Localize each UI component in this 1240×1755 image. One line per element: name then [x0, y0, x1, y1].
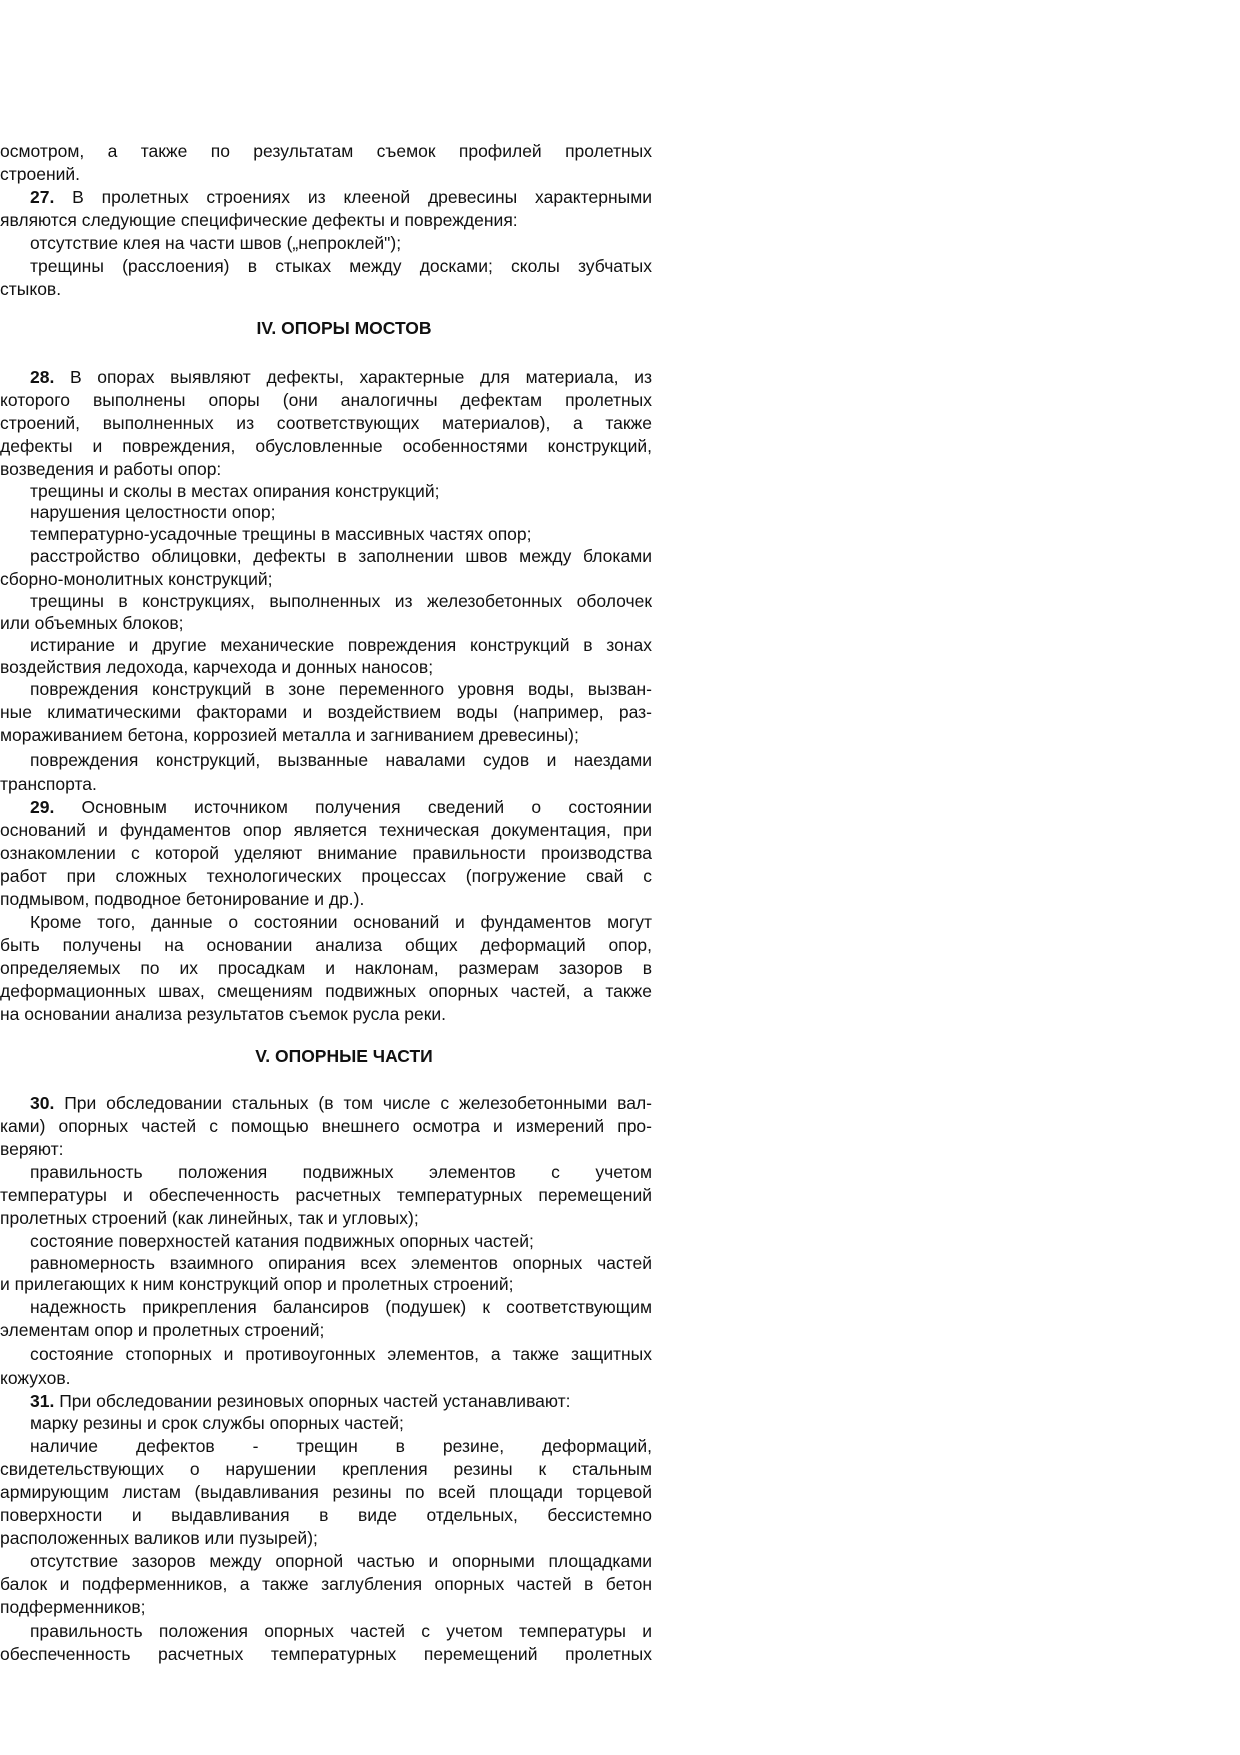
line-text: элементам опор и пролетных строений;: [0, 1320, 325, 1340]
line-text: расположенных валиков или пузырей);: [0, 1528, 318, 1548]
paragraph-start-line: [0, 1390, 652, 1413]
text-line: [0, 1435, 652, 1458]
text-line: [0, 1003, 652, 1026]
text-line: [0, 1620, 652, 1643]
line-text: трещины (расслоения) в стыках между досками; сколы зубчатых: [30, 256, 652, 276]
paragraph-start-line: [0, 1092, 652, 1115]
text-line: [0, 842, 652, 865]
text-line: [0, 656, 652, 679]
line-text: мораживанием бетона, коррозией металла и загниванием древесины);: [0, 725, 579, 745]
paragraph-start-line: [0, 366, 652, 389]
line-text: надежность прикрепления балансиров (подушек) к соответствующим: [30, 1297, 652, 1317]
paragraph-number: 28.: [30, 367, 55, 387]
line-text: быть получены на основании анализа общих деформаций опор,: [0, 935, 652, 955]
text-line: [0, 819, 652, 842]
line-text: веряют:: [0, 1139, 64, 1159]
line-text: ные климатическими факторами и воздействием воды (например, раз-: [0, 702, 652, 722]
text-line: [0, 389, 652, 412]
line-text: состояние поверхностей катания подвижных опорных частей;: [30, 1231, 534, 1251]
line-text: При обследовании стальных (в том числе с железобетонными вал-: [54, 1093, 652, 1113]
text-line: [0, 1527, 652, 1550]
paragraph-number: 30.: [30, 1093, 55, 1113]
line-text: нарушения целостности опор;: [30, 502, 276, 522]
text-line: [0, 523, 652, 546]
paragraph-number: 27.: [30, 187, 55, 207]
line-text: пролетных строений (как линейных, так и угловых);: [0, 1208, 419, 1228]
line-text: являются следующие специфические дефекты и повреждения:: [0, 210, 518, 230]
line-text: осмотром, а также по результатам съемок профилей пролетных: [0, 141, 652, 161]
text-line: [0, 612, 652, 635]
line-text: деформационных швах, смещениям подвижных опорных частей, а также: [0, 981, 652, 1001]
text-line: [0, 458, 652, 481]
line-text: подмывом, подводное бетонирование и др.).: [0, 889, 365, 909]
text-line: [0, 888, 652, 911]
line-text: строений, выполненных из соответствующих материалов), а также: [0, 413, 652, 433]
text-line: [0, 278, 652, 301]
line-text: Основным источником получения сведений о состоянии: [54, 797, 652, 817]
text-line: [0, 501, 652, 524]
line-text: повреждения конструкций в зоне переменного уровня воды, вызван-: [30, 679, 652, 699]
text-line: [0, 1412, 652, 1435]
text-line: [0, 1296, 652, 1319]
line-text: возведения и работы опор:: [0, 459, 222, 479]
text-line: [0, 255, 652, 278]
text-line: [0, 678, 652, 701]
line-text: истирание и другие механические повреждения конструкций в зонах: [30, 635, 652, 655]
line-text: ознакомлении с которой уделяют внимание правильности производства: [0, 843, 652, 863]
line-text: воздействия ледохода, карчехода и донных наносов;: [0, 657, 434, 677]
text-line: [0, 1596, 652, 1619]
line-text: При обследовании резиновых опорных частей устанавливают:: [54, 1391, 571, 1411]
line-text: температурно-усадочные трещины в массивных частях опор;: [30, 524, 532, 544]
line-text: ками) опорных частей с помощью внешнего осмотра и измерений про-: [0, 1116, 652, 1136]
section-heading: IV. ОПОРЫ МОСТОВ: [256, 318, 432, 338]
section-heading: V. ОПОРНЫЕ ЧАСТИ: [255, 1046, 433, 1066]
line-text: отсутствие зазоров между опорной частью и опорными площадками: [30, 1551, 652, 1571]
line-text: В опорах выявляют дефекты, характерные для материала, из: [54, 367, 652, 387]
text-line: [0, 1573, 652, 1596]
text-line: [0, 1161, 652, 1184]
text-line: [0, 1504, 652, 1527]
line-text: трещины в конструкциях, выполненных из железобетонных оболочек: [30, 591, 652, 611]
text-line: [0, 1273, 652, 1296]
paragraph-start-line: [0, 186, 652, 209]
text-line: [0, 590, 652, 613]
text-line: [0, 1643, 652, 1666]
text-line: [0, 773, 652, 796]
line-text: и прилегающих к ним конструкций опор и пролетных строений;: [0, 1274, 514, 1294]
text-line: [0, 1252, 652, 1275]
text-line: [0, 911, 652, 934]
text-line: [0, 435, 652, 458]
text-line: [0, 545, 652, 568]
line-text: строений.: [0, 164, 81, 184]
text-line: [0, 1481, 652, 1504]
line-text: кожухов.: [0, 1368, 71, 1388]
line-text: работ при сложных технологических процессах (погружение свай с: [0, 866, 652, 886]
text-line: [0, 568, 652, 591]
line-text: поверхности и выдавливания в виде отдельных, бессистемно: [0, 1505, 652, 1525]
text-line: [0, 749, 652, 772]
line-text: равномерность взаимного опирания всех элементов опорных частей: [30, 1253, 652, 1273]
line-text: определяемых по их просадкам и наклонам, размерам зазоров в: [0, 958, 652, 978]
line-text: правильность положения подвижных элементов с учетом: [30, 1162, 652, 1182]
line-text: оснований и фундаментов опор является техническая документация, при: [0, 820, 652, 840]
line-text: на основании анализа результатов съемок русла реки.: [0, 1004, 447, 1024]
line-text: В пролетных строениях из клееной древесины характерными: [54, 187, 652, 207]
paragraph-number: 29.: [30, 797, 55, 817]
text-line: [0, 1230, 652, 1253]
text-line: [0, 957, 652, 980]
line-text: марку резины и срок службы опорных частей;: [30, 1413, 404, 1433]
text-line: [0, 1207, 652, 1230]
text-line: [0, 980, 652, 1003]
line-text: свидетельствующих о нарушении крепления резины к стальным: [0, 1459, 652, 1479]
line-text: балок и подферменников, а также заглубления опорных частей в бетон: [0, 1574, 652, 1594]
line-text: Кроме того, данные о состоянии оснований и фундаментов могут: [30, 912, 652, 932]
text-line: [0, 634, 652, 657]
paragraph-start-line: [0, 796, 652, 819]
line-text: температуры и обеспеченность расчетных температурных перемещений: [0, 1185, 652, 1205]
text-line: [0, 1550, 652, 1573]
text-line: [0, 865, 652, 888]
line-text: дефекты и повреждения, обусловленные особенностями конструкций,: [0, 436, 652, 456]
text-line: [0, 163, 652, 186]
text-line: [0, 232, 652, 255]
text-line: [0, 480, 652, 503]
line-text: стыков.: [0, 279, 62, 299]
line-text: трещины и сколы в местах опирания конструкций;: [30, 481, 440, 501]
text-line: [0, 1367, 652, 1390]
text-line: [0, 1343, 652, 1366]
text-line: [0, 1115, 652, 1138]
text-line: [0, 701, 652, 724]
line-text: транспорта.: [0, 774, 97, 794]
paragraph-number: 31.: [30, 1391, 55, 1411]
text-line: [0, 1184, 652, 1207]
line-text: сборно-монолитных конструкций;: [0, 569, 273, 589]
line-text: наличие дефектов - трещин в резине, деформаций,: [30, 1436, 652, 1456]
text-line: [0, 1319, 652, 1342]
line-text: которого выполнены опоры (они аналогичны дефектам пролетных: [0, 390, 652, 410]
text-line: [0, 1458, 652, 1481]
text-line: [0, 140, 652, 163]
line-text: правильность положения опорных частей с учетом температуры и: [30, 1621, 652, 1641]
text-line: [0, 412, 652, 435]
line-text: отсутствие клея на части швов („непроклей");: [30, 233, 402, 253]
line-text: повреждения конструкций, вызванные навалами судов и наездами: [30, 750, 652, 770]
line-text: армирующим листам (выдавливания резины по всей площади торцевой: [0, 1482, 652, 1502]
text-line: [0, 209, 652, 232]
line-text: состояние стопорных и противоугонных элементов, а также защитных: [30, 1344, 652, 1364]
line-text: расстройство облицовки, дефекты в заполнении швов между блоками: [30, 546, 652, 566]
line-text: подферменников;: [0, 1597, 146, 1617]
text-line: [0, 724, 652, 747]
text-line: [0, 934, 652, 957]
line-text: или объемных блоков;: [0, 613, 184, 633]
text-line: [0, 1138, 652, 1161]
line-text: обеспеченность расчетных температурных перемещений пролетных: [0, 1644, 652, 1664]
